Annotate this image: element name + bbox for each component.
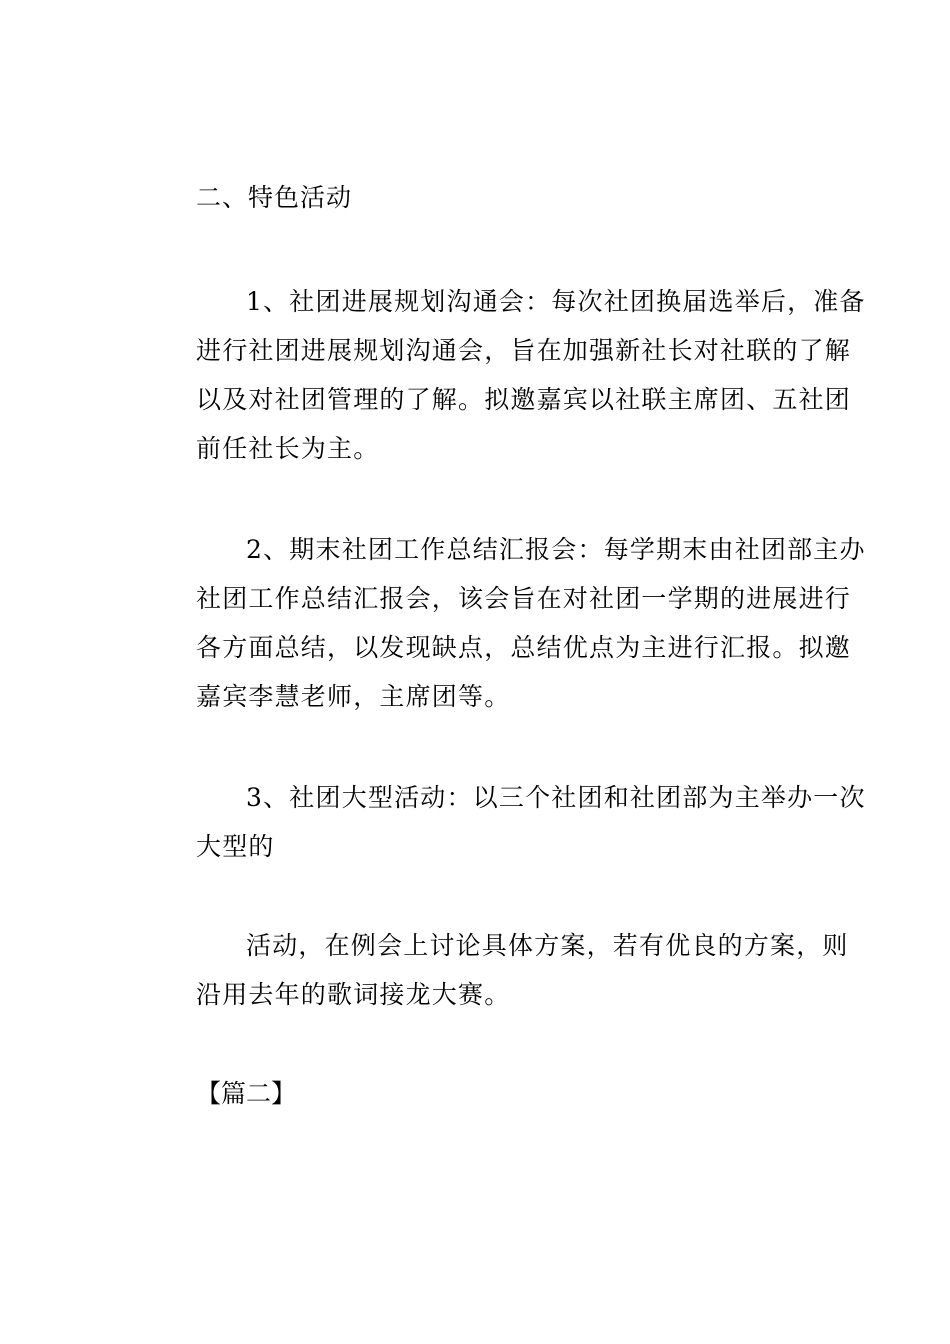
paragraph-2-line-3: 各方面总结，以发现缺点，总结优点为主进行汇报。拟邀 xyxy=(196,633,852,662)
chapter-marker: 【篇二】 xyxy=(196,1079,297,1108)
section-heading: 二、特色活动 xyxy=(196,183,353,212)
paragraph-3 xyxy=(146,773,866,871)
paragraph-3-line-1: 3、社团大型活动：以三个社团和社团部为主举办一次 xyxy=(246,783,866,812)
paragraph-2-line-1: 2、期末社团工作总结汇报会：每学期末由社团部主办 xyxy=(246,535,866,564)
paragraph-3-line-2: 大型的 xyxy=(196,832,275,861)
paragraph-4-line-1: 活动，在例会上讨论具体方案，若有优良的方案，则 xyxy=(246,931,849,960)
paragraph-1-line-1: 1、社团进展规划沟通会：每次社团换届选举后，准备 xyxy=(246,287,866,316)
paragraph-1-line-3: 以及对社团管理的了解。拟邀嘉宾以社联主席团、五社团 xyxy=(196,385,852,414)
paragraph-1 xyxy=(146,277,866,473)
paragraph-1-line-4: 前任社长为主。 xyxy=(196,434,380,463)
paragraph-4 xyxy=(146,921,849,1019)
paragraph-4-line-2: 沿用去年的歌词接龙大赛。 xyxy=(196,980,511,1009)
paragraph-2-line-4: 嘉宾李慧老师，主席团等。 xyxy=(196,682,511,711)
paragraph-2-line-2: 社团工作总结汇报会，该会旨在对社团一学期的进展进行 xyxy=(196,584,852,613)
paragraph-1-line-2: 进行社团进展规划沟通会，旨在加强新社长对社联的了解 xyxy=(196,336,852,365)
paragraph-2 xyxy=(146,525,866,721)
